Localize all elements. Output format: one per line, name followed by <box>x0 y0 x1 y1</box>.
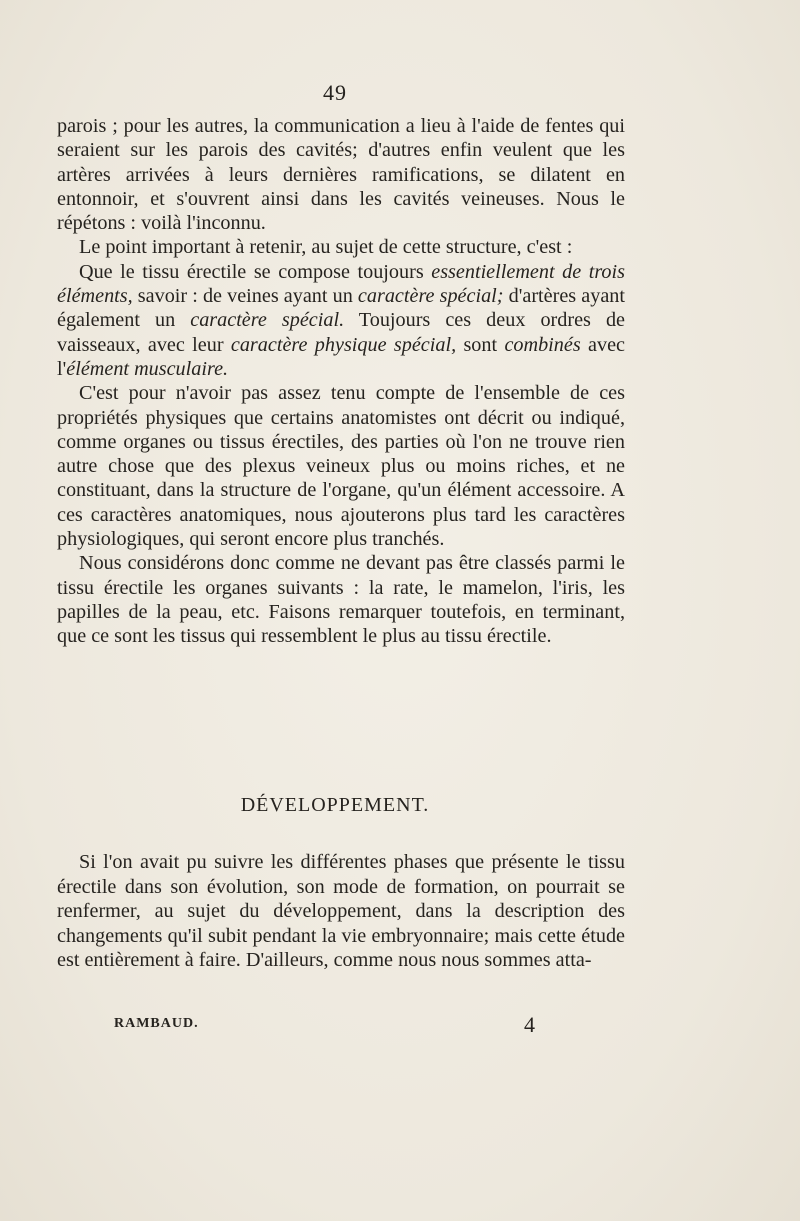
italic-text: essentiellement de trois éléments, <box>57 260 625 308</box>
section-text <box>57 850 625 973</box>
text-segment: parois ; pour les autres, la communication a lieu à l'aide de fentes qui seraient sur les parois des cavités; d'autres enfin veulent que les artères arrivées à leurs dernières ramifications, se dilatent en entonnoir, et s'ouvrent ainsi dans les cavités veineuses. Nous le répétons : voilà l'inconnu. <box>57 115 625 235</box>
text-segment: d'artères ayant également un <box>57 285 625 332</box>
italic-text: caractère spécial. <box>190 309 345 332</box>
paragraph <box>57 551 625 648</box>
body-text <box>57 114 625 649</box>
page-footer <box>0 1012 800 1042</box>
paragraph <box>57 114 625 235</box>
page-number: 49 <box>323 80 347 105</box>
text-segment: savoir : de veines ayant un <box>132 285 358 308</box>
italic-text: combinés <box>504 333 581 356</box>
italic-text: caractère spécial; <box>357 285 504 308</box>
text-segment: Toujours ces deux ordres de vaisseaux, avec leur <box>57 309 626 356</box>
section-heading: DÉVELOPPEMENT. <box>240 794 430 816</box>
signature-mark: 4 <box>524 1012 535 1037</box>
paragraph <box>57 381 625 551</box>
text-segment: avec l' <box>57 333 625 380</box>
italic-text: élément musculaire. <box>66 357 229 380</box>
italic-text: caractère physique spécial, <box>230 333 457 356</box>
paragraph <box>57 235 625 259</box>
paragraph <box>57 260 625 381</box>
text-segment: Que le tissu érectile se compose toujours <box>79 260 432 283</box>
text-segment: C'est pour n'avoir pas assez tenu compte de l'ensemble de ces propriétés physiques que certains anatomistes ont décrit ou indiqué, comme organes ou tissus érectiles, des parties où l'on ne trouve rien autre chose que des plexus veineux plus ou moins riches, et ne constituant, dans la structure de l'organe, qu'un élément accessoire. A ces caractères anatomiques, nous ajouterons plus tard les caractères physiologiques, qui seront encore plus tranchés. <box>57 382 625 551</box>
text-segment: sont <box>456 333 505 356</box>
text-segment: Nous considérons donc comme ne devant pas être classés parmi le tissu érectile les organes suivants : la rate, le mamelon, l'iris, les papilles de la peau, etc. Faisons remarquer toutefois, en terminant, que ce sont les tissus qui ressemblent le plus au tissu érectile. <box>57 552 625 648</box>
footer-author: RAMBAUD. <box>114 1016 199 1031</box>
section-paragraph: Si l'on avait pu suivre les différentes phases que présente le tissu érectile dans son évolution, son mode de formation, on pourrait se renfermer, au sujet du développement, dans la description des changements qu'il subit pendant la vie embryonnaire; mais cette étude est entièrement à faire. D'ailleurs, comme nous nous sommes atta- <box>57 851 625 971</box>
text-segment: Le point important à retenir, au sujet de cette structure, c'est : <box>79 236 573 259</box>
